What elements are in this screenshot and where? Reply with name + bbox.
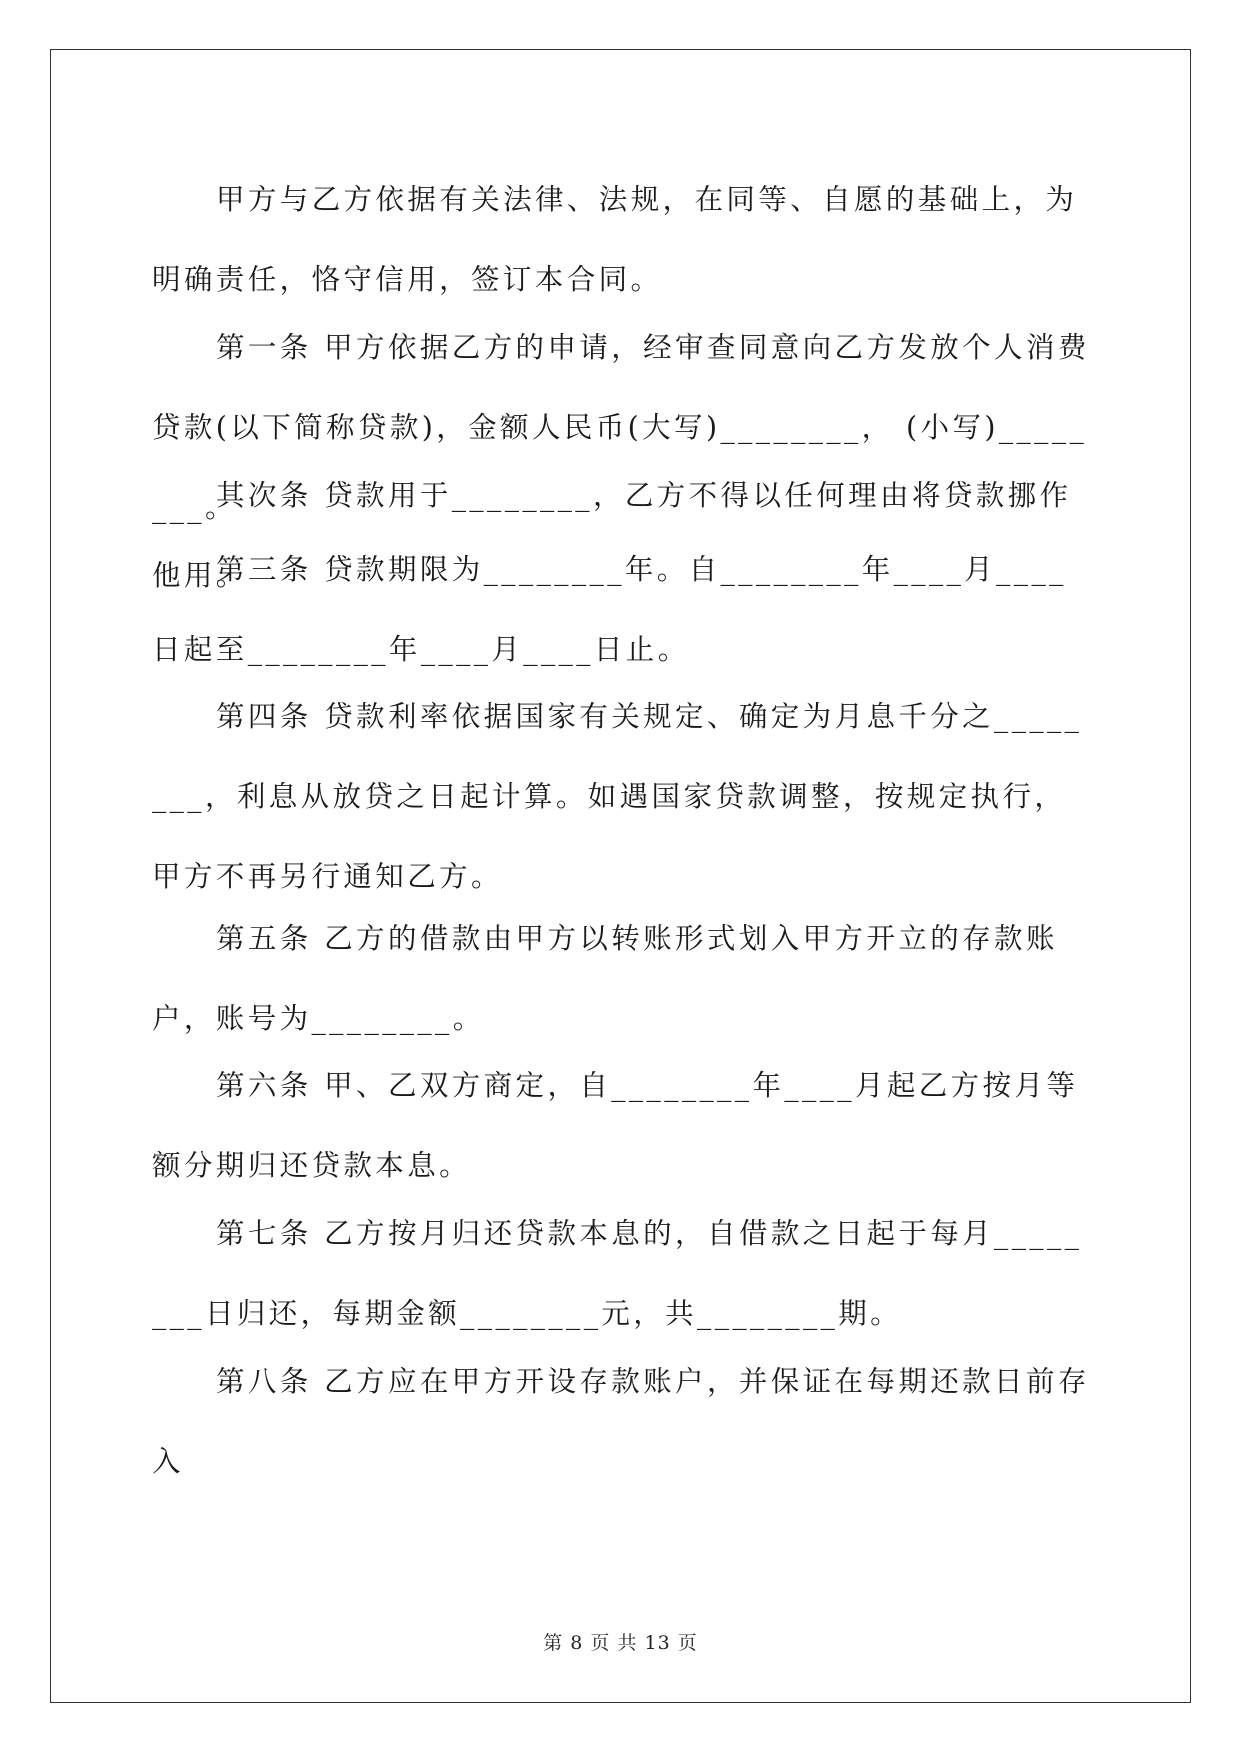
paragraph-article-1: 第一条 甲方依据乙方的申请，经审查同意向乙方发放个人消费贷款(以下简称贷款)，金额人民币(大写)________， (小写)________。 — [152, 331, 1090, 524]
paragraph-article-3: 第三条 贷款期限为________年。自________年____月____日起至________年____月____日止。 — [152, 553, 1067, 666]
paragraph-article-5: 第五条 乙方的借款由甲方以转账形式划入甲方开立的存款账户，账号为________。 — [152, 922, 1058, 1035]
paragraph-article-6: 第六条 甲、乙双方商定，自________年____月起乙方按月等额分期归还贷款本息。 — [152, 1069, 1079, 1182]
page-number-footer: 第 8 页 共 13 页 — [543, 1632, 698, 1654]
paragraph-preamble: 甲方与乙方依据有关法律、法规，在同等、自愿的基础上，为明确责任，恪守信用，签订本合同。 — [152, 183, 1078, 296]
paragraph-article-8: 第八条 乙方应在甲方开设存款账户，并保证在每期还款日前存入 — [152, 1365, 1090, 1478]
paragraph-article-7: 第七条 乙方按月归还贷款本息的，自借款之日起于每月________日归还，每期金额________元，共________期。 — [152, 1217, 1083, 1330]
paragraph-article-2: 其次条 贷款用于________，乙方不得以任何理由将贷款挪作他用。 — [152, 479, 1072, 592]
paragraph-article-4: 第四条 贷款利率依据国家有关规定、确定为月息千分之________，利息从放贷之日起计算。如遇国家贷款调整，按规定执行，甲方不再另行通知乙方。 — [152, 700, 1083, 893]
